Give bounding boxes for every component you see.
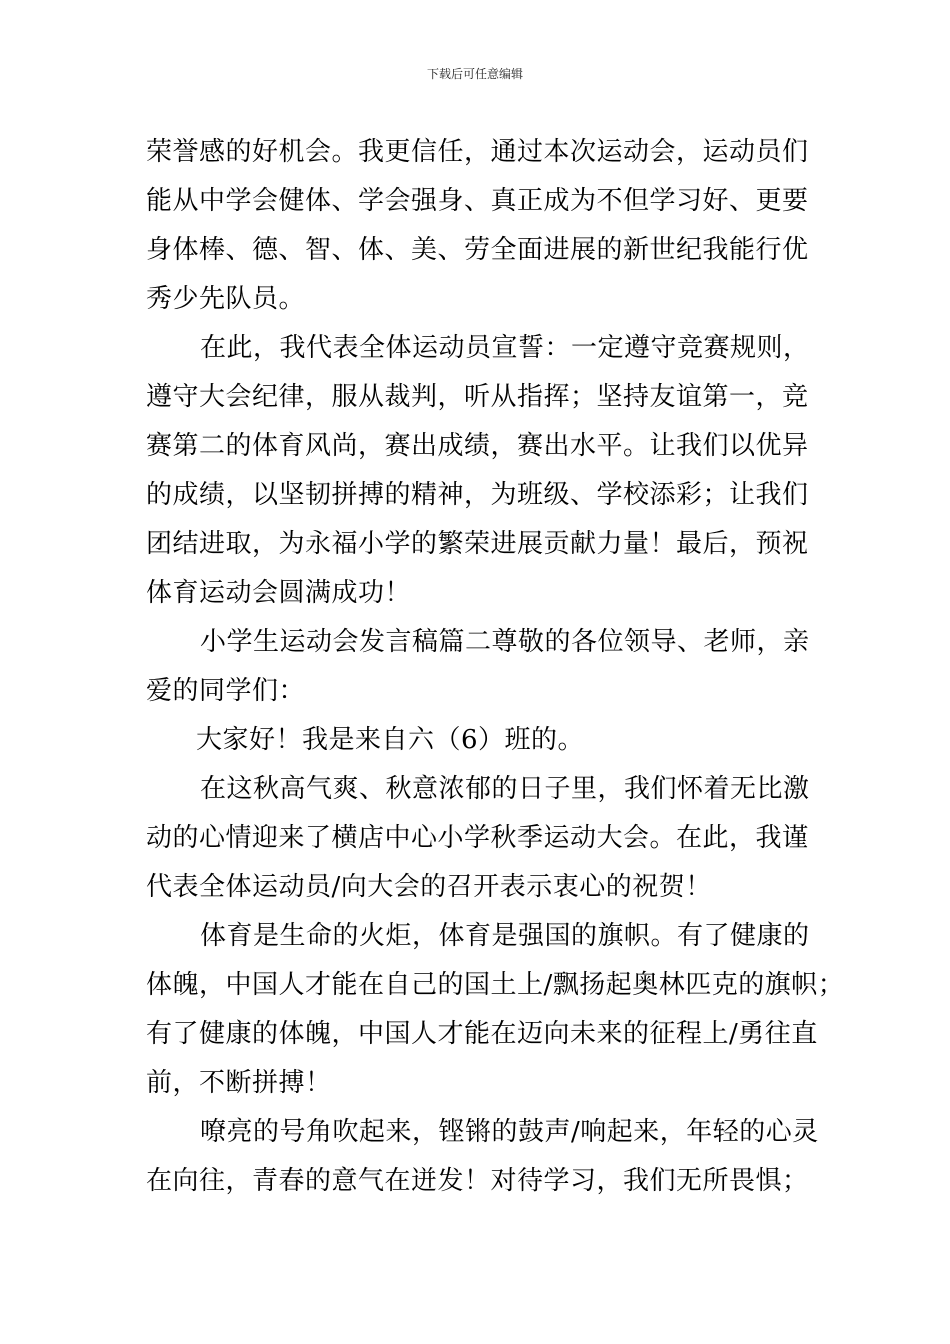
paragraph-line: 遵守大会纪律，服从裁判，听从指挥；坚持友谊第一，竞 [146, 382, 809, 412]
paragraph-line: 大家好！我是来自六（6）班的。 [196, 725, 585, 755]
paragraph-line: 嘹亮的号角吹起来，铿锵的鼓声/响起来，年轻的心灵 [200, 1117, 819, 1147]
paragraph-line: 在这秋高气爽、秋意浓郁的日子里，我们怀着无比激 [200, 774, 810, 804]
paragraph-line: 的成绩，以坚韧拼搏的精神，为班级、学校添彩；让我们 [146, 480, 809, 510]
paragraph-line: 体魄，中国人才能在自己的国土上/飘扬起奥林匹克的旗帜； [146, 970, 845, 1000]
paragraph-line: 小学生运动会发言稿篇二尊敬的各位领导、老师，亲 [200, 627, 810, 657]
paragraph-line: 爱的同学们： [146, 676, 306, 706]
paragraph-line: 体育运动会圆满成功！ [146, 578, 412, 608]
paragraph-line: 赛第二的体育风尚，赛出成绩，赛出水平。让我们以优异 [146, 431, 809, 461]
paragraph-line: 能从中学会健体、学会强身、真正成为不但学习好、更要 [146, 186, 809, 216]
paragraph-line: 秀少先队员。 [146, 284, 306, 314]
page-header: 下载后可任意编辑 [426, 67, 523, 81]
paragraph-line: 在此，我代表全体运动员宣誓：一定遵守竞赛规则， [200, 333, 810, 363]
paragraph-line: 代表全体运动员/向大会的召开表示衷心的祝贺！ [146, 872, 712, 902]
paragraph-line: 体育是生命的火炬，体育是强国的旗帜。有了健康的 [200, 921, 810, 951]
paragraph-line: 动的心情迎来了横店中心小学秋季运动大会。在此，我谨 [146, 823, 809, 853]
document-body [146, 128, 845, 1206]
paragraph-line: 在向往，青春的意气在迸发！对待学习，我们无所畏惧； [146, 1166, 809, 1196]
paragraph-line: 荣誉感的好机会。我更信任，通过本次运动会，运动员们 [146, 137, 809, 167]
paragraph-line: 团结进取，为永福小学的繁荣进展贡献力量！最后，预祝 [146, 529, 809, 559]
paragraph-line: 前，不断拼搏！ [146, 1068, 332, 1098]
paragraph-line: 有了健康的体魄，中国人才能在迈向未来的征程上/勇往直 [146, 1019, 818, 1049]
paragraph-line: 身体棒、德、智、体、美、劳全面进展的新世纪我能行优 [146, 235, 809, 265]
